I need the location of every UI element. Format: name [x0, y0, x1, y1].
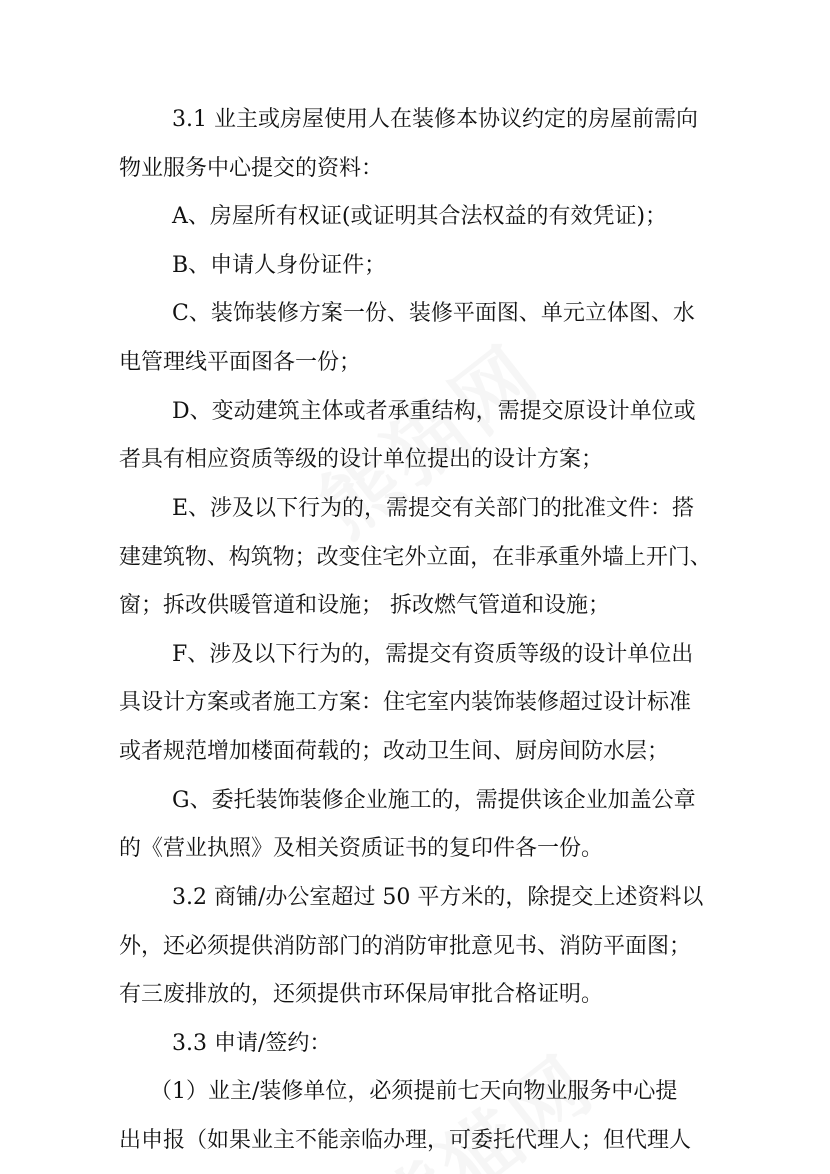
item-e-line-1: E、涉及以下行为的，需提交有关部门的批准文件：搭: [172, 495, 695, 521]
paragraph-3-2-line-1: 3.2 商铺/办公室超过 50 平方米的，除提交上述资料以: [172, 884, 704, 910]
item-f-line-3: 或者规范增加楼面荷载的；改动卫生间、厨房间防水层；: [119, 739, 670, 765]
item-d-line-1: D、变动建筑主体或者承重结构，需提交原设计单位或: [172, 398, 696, 424]
paragraph-3-2-line-3: 有三废排放的，还须提供市环保局审批合格证明。: [119, 982, 604, 1008]
item-d-line-2: 者具有相应资质等级的设计单位提出的设计方案；: [119, 447, 604, 473]
item-a-line-1: A、房屋所有权证(或证明其合法权益的有效凭证)；: [172, 204, 668, 230]
paragraph-3-2-line-2: 外，还必须提供消防部门的消防审批意见书、消防平面图；: [119, 933, 692, 959]
paragraph-3-1-line-2: 物业服务中心提交的资料：: [119, 155, 384, 181]
item-f-line-1: F、涉及以下行为的，需提交有资质等级的设计单位出: [172, 641, 694, 667]
item-c-line-2: 电管理线平面图各一份；: [119, 350, 362, 376]
paragraph-3-3-item-1-line-1: （1）业主/装修单位，必须提前七天向物业服务中心提: [150, 1079, 678, 1105]
paragraph-3-3-item-1-line-2: 出申报（如果业主不能亲临办理，可委托代理人；但代理人: [119, 1128, 692, 1153]
item-b-line-1: B、申请人身份证件；: [172, 252, 387, 278]
paragraph-3-1-line-1: 3.1 业主或房屋使用人在装修本协议约定的房屋前需向: [172, 107, 698, 132]
item-g-line-1: G、委托装饰装修企业施工的，需提供该企业加盖公章: [172, 787, 696, 813]
item-c-line-1: C、装饰装修方案一份、装修平面图、单元立体图、水: [172, 301, 695, 327]
item-e-line-2: 建建筑物、构筑物；改变住宅外立面，在非承重外墙上开门、: [119, 544, 712, 570]
item-g-line-2: 的《营业执照》及相关资质证书的复印件各一份。: [119, 836, 604, 862]
item-e-line-3: 窗；拆改供暖管道和设施； 拆改燃气管道和设施；: [119, 593, 610, 619]
paragraph-3-3-heading: 3.3 申请/签约：: [172, 1030, 332, 1056]
item-f-line-2: 具设计方案或者施工方案：住宅室内装饰装修超过设计标准: [119, 690, 692, 716]
